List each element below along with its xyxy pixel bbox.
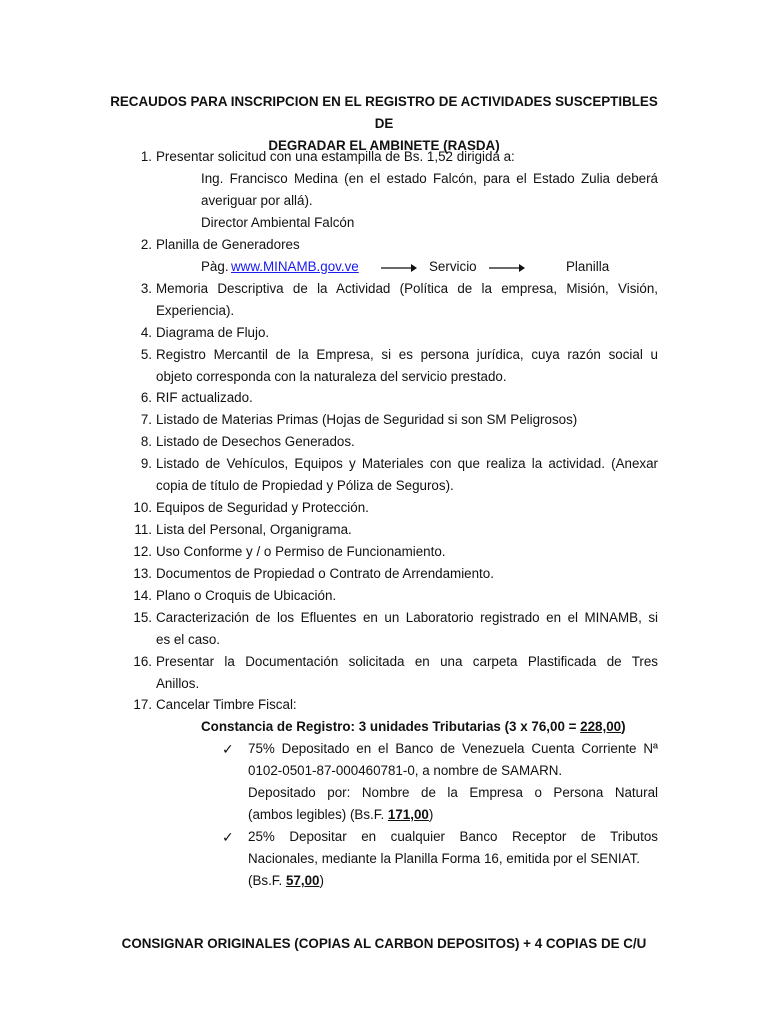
bullet-2-amount: 57,00 <box>285 873 320 888</box>
item-1-recipient-b: averiguar por allá). <box>201 193 313 208</box>
constancia-line <box>201 716 626 738</box>
item-1-director: Director Ambiental Falcón <box>201 215 355 230</box>
item-number: 7. <box>140 412 152 427</box>
item-number: 4. <box>140 325 152 340</box>
item-number: 3. <box>140 281 152 296</box>
item-1-text: Presentar solicitud con una estampilla de Bs. 1,52 dirigida a: <box>156 149 515 164</box>
item-number: 9. <box>140 456 152 471</box>
bullet-1-amount: 171,00 <box>387 807 429 822</box>
item-16-text-a: Presentar la Documentación solicitada en una carpeta Plastificada de Tres <box>156 654 658 669</box>
item-number: 17. <box>133 697 152 712</box>
item-2-text: Planilla de Generadores <box>156 237 300 252</box>
constancia-prefix: Constancia de Registro: 3 unidades Tributarias (3 x 76,00 = <box>201 719 581 734</box>
bullet-1-line-2: 0102-0501-87-000460781-0, a nombre de SAMARN. <box>248 763 563 778</box>
checkmark-icon: ✓ <box>222 741 234 757</box>
bullet-2-amount-suffix: ) <box>319 873 324 888</box>
bullet-1-line-3: Depositado por: Nombre de la Empresa o Persona Natural <box>248 785 658 800</box>
item-3-text-a: Memoria Descriptiva de la Actividad (Política de la empresa, Misión, Visión, <box>156 281 658 296</box>
bullet-2-line-2: Nacionales, mediante la Planilla Forma 16, emitida por el SENIAT. <box>248 851 640 866</box>
item-number: 2. <box>140 237 152 252</box>
item-9-text-a: Listado de Vehículos, Equipos y Materiales con que realiza la actividad. (Anexar <box>156 456 658 471</box>
bullet-2-line-1: 25% Depositar en cualquier Banco Receptor de Tributos <box>248 829 658 844</box>
item-4-text: Diagrama de Flujo. <box>156 325 270 340</box>
item-11-text: Lista del Personal, Organigrama. <box>156 522 352 537</box>
bullet-1-amount-suffix: ) <box>428 807 434 822</box>
item-12-text: Uso Conforme y / o Permiso de Funcionamiento. <box>156 544 446 559</box>
arrow-right-icon <box>381 262 417 274</box>
item-number: 1. <box>140 149 152 164</box>
item-number: 11. <box>134 522 152 537</box>
item-1-recipient-a: Ing. Francisco Medina (en el estado Falcón, para el Estado Zulia deberá <box>201 171 658 186</box>
bullet-1-line-1: 75% Depositado en el Banco de Venezuela Cuenta Corriente Nª <box>248 741 658 756</box>
item-number: 8. <box>140 434 152 449</box>
footer-note: CONSIGNAR ORIGINALES (COPIAS AL CARBON DEPOSITOS) + 4 COPIAS DE C/U <box>121 936 647 951</box>
item-7-text: Listado de Materias Primas (Hojas de Seguridad si son SM Peligrosos) <box>156 412 578 427</box>
item-number: 15. <box>133 610 152 625</box>
item-5-text-b: objeto corresponda con la naturaleza del servicio prestado. <box>156 369 507 384</box>
item-number: 16. <box>133 654 152 669</box>
bullet-1-amount-prefix: (ambos legibles) (Bs.F. <box>248 807 388 822</box>
item-number: 13. <box>133 566 152 581</box>
item-number: 12. <box>133 544 152 559</box>
checkmark-icon: ✓ <box>222 829 234 845</box>
item-number: 5. <box>140 347 152 362</box>
constancia-suffix: ) <box>621 719 626 734</box>
item-15-text-b: es el caso. <box>156 632 221 647</box>
constancia-amount: 228,00 <box>580 719 622 734</box>
item-9-text-b: copia de título de Propiedad y Póliza de Seguros). <box>156 478 454 493</box>
item-6-text: RIF actualizado. <box>156 390 253 405</box>
item-3-text-b: Experiencia). <box>156 303 235 318</box>
title-line-1: RECAUDOS PARA INSCRIPCION EN EL REGISTRO DE ACTIVIDADES SUSCEPTIBLES DE <box>110 94 658 131</box>
item-2-pag-label: Pàg. <box>201 259 229 274</box>
step-servicio: Servicio <box>429 259 477 274</box>
item-number: 10. <box>133 500 152 515</box>
item-number: 14. <box>133 588 152 603</box>
item-14-text: Plano o Croquis de Ubicación. <box>156 588 337 603</box>
title-line-2: DEGRADAR EL AMBINETE (RASDA) <box>268 138 500 153</box>
bullet-1-line-4 <box>248 804 433 826</box>
bullet-2-amount-prefix: (Bs.F. <box>248 873 286 888</box>
item-13-text: Documentos de Propiedad o Contrato de Arrendamiento. <box>156 566 494 581</box>
item-17-text: Cancelar Timbre Fiscal: <box>156 697 297 712</box>
item-8-text: Listado de Desechos Generados. <box>156 434 355 449</box>
arrow-right-icon <box>489 262 525 274</box>
minamb-link[interactable]: www.MINAMB.gov.ve <box>231 259 359 274</box>
item-15-text-a: Caracterización de los Efluentes en un Laboratorio registrado en el MINAMB, si <box>156 610 658 625</box>
item-number: 6. <box>140 390 152 405</box>
item-10-text: Equipos de Seguridad y Protección. <box>156 500 369 515</box>
bullet-2-line-3 <box>248 870 324 892</box>
item-16-text-b: Anillos. <box>156 676 200 691</box>
step-planilla: Planilla <box>566 259 610 274</box>
item-5-text-a: Registro Mercantil de la Empresa, si es persona jurídica, cuya razón social u <box>156 347 658 362</box>
